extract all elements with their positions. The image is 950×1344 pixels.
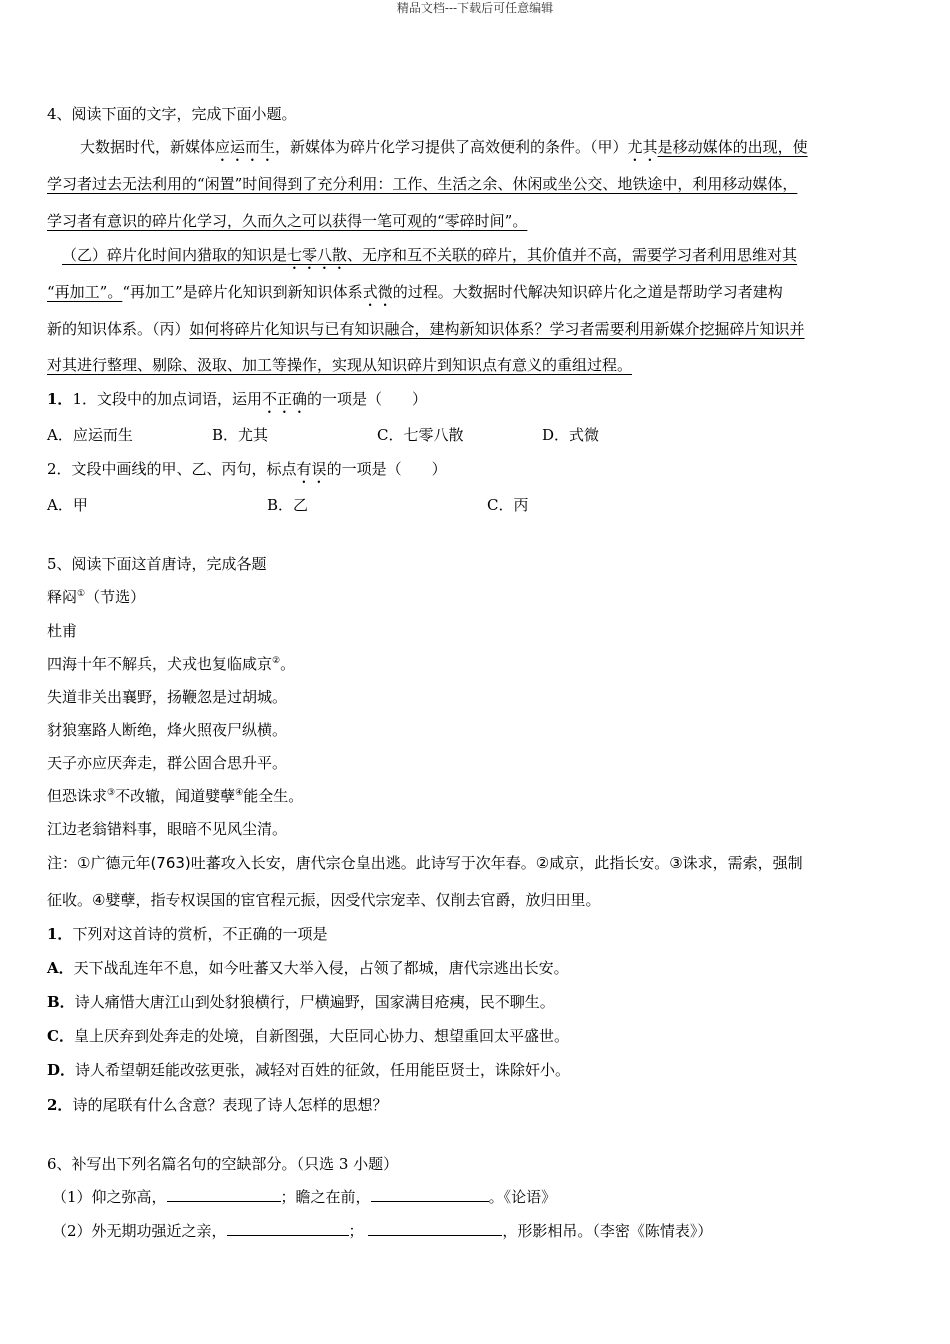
dotted-word: 尤其 bbox=[627, 138, 658, 156]
page-header: 精品文档---下载后可任意编辑 bbox=[396, 1, 554, 15]
dotted-word: 七零八散 bbox=[287, 246, 348, 264]
fill-blank-item-2: （2）外无期功强近之亲， ； ，形影相吊。（李密《陈情表》） bbox=[52, 1222, 713, 1240]
answer-blank[interactable] bbox=[371, 1187, 489, 1202]
option-d: D．式微 bbox=[542, 426, 600, 444]
option-b: B．尤其 bbox=[212, 426, 269, 444]
dotted-word: 不正确 bbox=[261, 390, 307, 408]
q4-title: 4、阅读下面的文字，完成下面小题。 bbox=[47, 105, 297, 123]
option-b: B．诗人痛惜大唐江山到处豺狼横行，尸横遍野，国家满目疮痍，民不聊生。 bbox=[47, 993, 555, 1011]
q4-paragraph-line: 大数据时代，新媒体应运而生，新媒体为碎片化学习提供了高效便利的条件。（甲）尤其是移动媒体的出现，使 bbox=[80, 138, 808, 156]
option-c: C．七零八散 bbox=[377, 426, 464, 444]
dotted-word: 有误 bbox=[296, 460, 327, 478]
q4-paragraph-line: “再加工”。“再加工”是碎片化知识到新知识体系式微的过程。大数据时代解决知识碎片化之道是帮助学习者建构 bbox=[47, 283, 783, 301]
fill-blank-item-1: （1）仰之弥高， ；瞻之在前， 。《论语》 bbox=[52, 1188, 557, 1206]
answer-blank[interactable] bbox=[368, 1221, 502, 1236]
poem-line: 天子亦应厌奔走，群公固合思升平。 bbox=[47, 754, 288, 772]
poem-line: 江边老翁错料事，眼暗不见风尘清。 bbox=[47, 820, 288, 838]
answer-blank[interactable] bbox=[227, 1221, 349, 1236]
poem-line: 豺狼塞路人断绝，烽火照夜尸纵横。 bbox=[47, 721, 288, 739]
q6-title: 6、补写出下列名篇名句的空缺部分。（只选 3 小题） bbox=[47, 1155, 399, 1173]
q5-title: 5、阅读下面这首唐诗，完成各题 bbox=[47, 555, 267, 573]
q4-paragraph-line: 新的知识体系。（丙）如何将碎片化知识与已有知识融合，建构新知识体系？学习者需要利用新媒介挖掘碎片知识并 bbox=[47, 320, 805, 338]
q4-subquestion-1: 1．1．文段中的加点词语，运用不正确的一项是（ ） bbox=[47, 390, 428, 408]
poem-note: 注：①广德元年(763)吐蕃攻入长安，唐代宗仓皇出逃。此诗写于次年春。②咸京，此指长安。③诛求，需索，强制 bbox=[47, 854, 803, 872]
answer-blank[interactable] bbox=[167, 1187, 281, 1202]
option-a: A．应运而生 bbox=[47, 426, 133, 444]
q4-paragraph-line: 对其进行整理、剔除、汲取、加工等操作，实现从知识碎片到知识点有意义的重组过程。 bbox=[47, 356, 633, 374]
dotted-word: 应运而生 bbox=[215, 138, 276, 156]
option-d: D．诗人希望朝廷能改弦更张，减轻对百姓的征敛，任用能臣贤士，诛除奸小。 bbox=[47, 1061, 571, 1079]
poem-author: 杜甫 bbox=[47, 622, 78, 640]
option-b: B．乙 bbox=[267, 496, 309, 514]
q5-subquestion-1: 1．下列对这首诗的赏析，不正确的一项是 bbox=[47, 925, 328, 943]
option-c: C．皇上厌弃到处奔走的处境，自新图强，大臣同心协力、想望重回太平盛世。 bbox=[47, 1027, 569, 1045]
option-c: C．丙 bbox=[487, 496, 529, 514]
poem-line: 四海十年不解兵，犬戎也复临咸京②。 bbox=[47, 655, 296, 673]
q4-paragraph-line: 学习者有意识的碎片化学习，久而久之可以获得一笔可观的“零碎时间”。 bbox=[47, 212, 528, 230]
q4-paragraph-line: 学习者过去无法利用的“闲置”时间得到了充分利用：工作、生活之余、休闲或坐公交、地铁途中，利用移动媒体， bbox=[47, 175, 798, 193]
q5-subquestion-2: 2．诗的尾联有什么含意？表现了诗人怎样的思想？ bbox=[47, 1096, 388, 1114]
q4-paragraph-line: （乙）碎片化时间内猎取的知识是七零八散、无序和互不关联的碎片，其价值并不高，需要学习者利用思维对其 bbox=[62, 246, 798, 264]
poem-line: 但恐诛求③不改辙，闻道嬖孽④能全生。 bbox=[47, 787, 304, 805]
poem-note: 征收。④嬖孽，指专权误国的宦官程元振，因受代宗宠幸、仅削去官爵，放归田里。 bbox=[47, 891, 601, 909]
dotted-word: 式微 bbox=[362, 283, 393, 301]
poem-line: 失道非关出襄野，扬鞭忽是过胡城。 bbox=[47, 688, 288, 706]
poem-title: 释闷①（节选） bbox=[47, 588, 146, 606]
q4-subquestion-2: 2．文段中画线的甲、乙、丙句，标点有误的一项是（ ） bbox=[47, 460, 447, 478]
option-a: A．甲 bbox=[47, 496, 88, 514]
option-a: A．天下战乱连年不息，如今吐蕃又大举入侵，占领了都城，唐代宗逃出长安。 bbox=[47, 959, 569, 977]
